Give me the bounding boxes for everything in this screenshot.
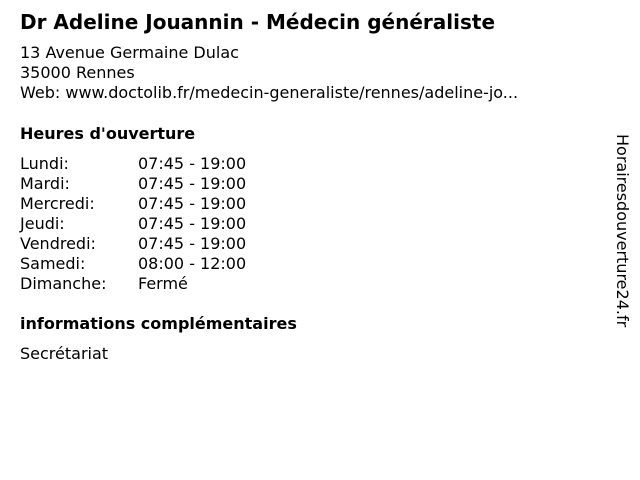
time-range: 07:45 - 19:00 [138,194,247,213]
day-label: Mercredi: [20,194,95,213]
time-range: 07:45 - 19:00 [138,174,247,193]
hours-row [20,254,246,274]
additional-info-heading: informations complémentaires [20,314,297,333]
time-range: 07:45 - 19:00 [138,154,247,173]
time-range: 08:00 - 12:00 [138,254,247,273]
hours-row [20,234,246,254]
street-address: 13 Avenue Germaine Dulac [20,43,239,62]
day-label: Vendredi: [20,234,96,253]
day-label: Lundi: [20,154,69,173]
site-watermark: Horairesdouverture24.fr [613,134,632,328]
day-label: Mardi: [20,174,70,193]
time-range: Fermé [138,274,188,293]
time-range: 07:45 - 19:00 [138,214,247,233]
day-label: Samedi: [20,254,86,273]
opening-hours-table [20,154,246,294]
page-title: Dr Adeline Jouannin - Médecin généraliste [20,10,496,34]
address-block [20,43,518,103]
hours-row [20,274,246,294]
hours-row [20,194,246,214]
website-link[interactable]: Web: www.doctolib.fr/medecin-generaliste/rennes/adeline-jo... [20,83,519,102]
day-label: Jeudi: [20,214,65,233]
hours-row [20,174,246,194]
hours-row [20,214,246,234]
city-postcode: 35000 Rennes [20,63,135,82]
time-range: 07:45 - 19:00 [138,234,247,253]
hours-row [20,154,246,174]
additional-info-text: Secrétariat [20,344,109,363]
opening-hours-heading: Heures d'ouverture [20,124,196,143]
day-label: Dimanche: [20,274,107,293]
